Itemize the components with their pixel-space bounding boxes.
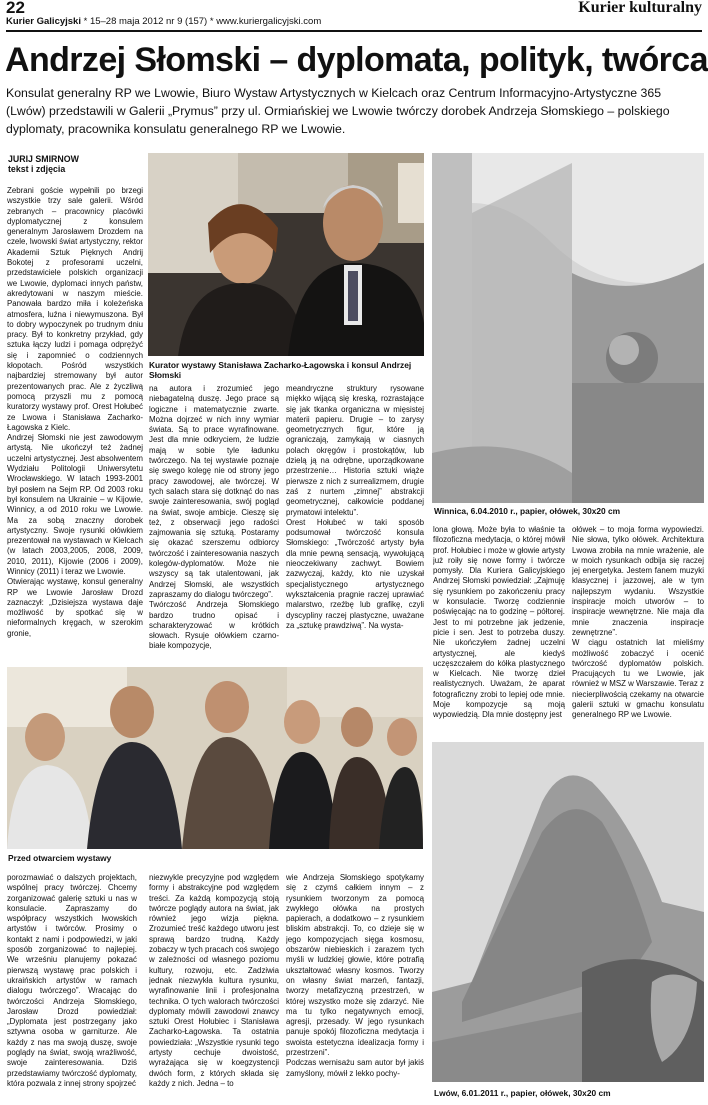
artwork-caption-winnica: Winnica, 6.04.2010 r., papier, ołówek, 30x20 cm bbox=[434, 506, 621, 516]
header-rule bbox=[6, 30, 702, 32]
photo-curator-and-consul bbox=[148, 153, 424, 356]
article-lead: Konsulat generalny RP we Lwowie, Biuro Wystaw Artystycznych w Kielcach oraz Centrum Informacyjno-Artystyczne 365 (Lwów) przedstawili w Galerii „Prymus” przy ul. Ormiańskiej we Lwowie twórczy dorobek Andrzeja Słomskiego – polskiego dyplomaty, pracownika konsulatu generalnego RP we Lwowie. bbox=[6, 86, 670, 136]
photo-caption-2: Przed otwarciem wystawy bbox=[8, 853, 112, 863]
column-2-bottom: niezwykle precyzyjne pod względem formy i abstrakcyjne pod względem treści. Za każdą kompozycją stoją twórcze poglądy autora na świat, jak również jego wizja piękna. Zrozumieć treść każdego utworu jest sprawą bardzo trudną. Każdy zobaczy w tych pracach coś swojego w zależności od własnego poziomu kultury, rozwoju, etc. Zadziwia jednak niezwykła kultura rysunku, wyrafinowanie linii i profesjonalna technika. O tych walorach twórczości dyplomaty mówili zawodowi znawcy sztuki Orest Hołubiec i Stanisława Zacharko-Łagowska. Ta ostatnia powiedziała: „Wszystkie rysunki tego artysty cechuje dwoistość, wyrażająca się w koegzystencji dwóch form, z których składa się każdy z nich. Jedna – to bbox=[149, 873, 279, 1088]
artwork-caption-lwow: Lwów, 6.01.2011 r., papier, ołówek, 30x20 cm bbox=[434, 1088, 611, 1098]
page-number: 22 bbox=[6, 0, 25, 17]
column-4-middle: lona głową. Może była to właśnie ta filozoficzna medytacja, o której mówił prof. Hołubiec i może w głowie artysty już roiły się nowe formy i twórcze pomysły. Dla Kuriera Galicyjskiego Andrzej Słomski powiedział: „Zajmuję się rysunkiem po zakończeniu pracy w konsulacie. Tworzę codziennie poświęcając na to godzinę – półtorej. Jest to mi potrzebne jak jedzenie, picie i sen. Jest to potrzeba duszy. Nie ukończyłem żadnej uczelni artystycznej, ale kiedyś uczęszczałem do kółka plastycznego w Kielcach. Nie tworzę dzieł realistycznych. Uważam, że aparat fotograficzny zrobi to lepiej ode mnie. Moje kompozycje są moją wypowiedzią. Dla mnie dostępny jest bbox=[433, 525, 565, 720]
masthead: Kurier Galicyjski bbox=[6, 16, 81, 27]
column-3-bottom: wie Andrzeja Słomskiego spotykamy się z czymś całkiem innym – z rysunkiem tworzonym za pomocą zwykłego ołówka na prostych papierach, a dodatkowo – z rysunkiem bliskim abstrakcji. To, co dzieje się w jego kompozycjach sięga kosmosu, obszarów niebieskich i zarazem tych myśli w ludzkiej głowie, które potrafią ukształtować własny kosmos. Tworzy on własny świat marzeń, fantazji, tworzy metafizyczną przestrzeń, w której wszystko może się zdarzyć. Nie ma tu tylko negatywnych emocji, agresji, przesady. W jego rysunkach panuje spokój filozoficzna medytacja i swoista estetyczna idealizacja formy i przestrzeni”. Podczas wernisażu sam autor był jakiś zamyślony, mówił z lekko pochy- bbox=[286, 873, 424, 1078]
column-1-bottom: porozmawiać o dalszych projektach, wspólnej pracy twórczej. Chcemy zorganizować galerię sztuki u nas w konsulacie. Zapraszamy do współpracy wszystkich lwowskich artystów i twórców. Prosimy o kontakt z nami i podpowiedzi, w jaki sposób zorganizować to najlepiej. We wrześniu planujemy pokazać pierwszą wystawę prac polskich i ukraińskich artystów w ramach dialogu twórczego”. Wracając do twórczości Andrzeja Słomskiego, Jarosław Drozd powiedział: „Dyplomata jest postrzegany jako sztywna osoba w garniturze. Ale każdy z nas ma swoją duszę, swoje poglądy na świat, swoją wrażliwość, swoje zainteresowania. Dziś przedstawiamy twórczość dyplomaty, która pozwala z innej strony spojrzeć bbox=[7, 873, 137, 1088]
site-url[interactable]: www.kuriergalicyjski.com bbox=[216, 16, 322, 27]
section-title: Kurier kulturalny bbox=[578, 0, 702, 16]
issue-info: * 15–28 maja 2012 nr 9 (157) * bbox=[80, 16, 217, 27]
artwork-winnica bbox=[432, 153, 704, 503]
issue-line bbox=[6, 16, 321, 27]
column-5-middle: ołówek – to moja forma wypowiedzi. Nie słowa, tylko ołówek. Architektura Lwowa zrobiła na mnie wrażenie, ale w moich rysunkach odbija się raczej jej energetyka. Jestem fanem muzyki klasycznej i jazzowej, ale w tym najlepszym wydaniu. Wszystkie inspiracje moich utworów – to inspiracje wewnętrzne. Nie maja dla mnie znaczenia inspiracje zewnętrzne”. W ciągu ostatnich lat mieliśmy możliwość zobaczyć i ocenić twórczość dyplomatów polskich. Pracujących tu we Lwowie, jak również w MSZ w Warszawie. Teraz z niecierpliwością czekamy na otwarcie galerii sztuki w gmachu konsulatu generalnego RP we Lwowie. bbox=[572, 525, 704, 720]
photo-caption-1: Kurator wystawy Stanisława Zacharko-Łagowska i konsul Andrzej Słomski bbox=[149, 360, 412, 380]
author-role: tekst i zdjęcia bbox=[8, 164, 66, 174]
column-2-top: na autora i zrozumieć jego niebagatelną duszę. Jego prace są logiczne i matematycznie zwarte. Można dojrzeć w nich inny wymiar świata. Są to prace wyrafinowane. Jest dla mnie odkryciem, że ludzie mają w sobie tyle ładunku twórczego. Na tej wystawie poznaje się swego kolegę nie od strony jego pracy zawodowej, ale twórczej. W tych salach stara się dotknąć do nas swoje zainteresowania, swój pogląd na świat, swoje ambicje. Cieszę się też, z obserwacji jego radości zajmowania się sztuką. Postaramy się okazać szerszemu odbiorcy twórczość i zainteresowania naszych kolegów-dyplomatów. Może nie wszyscy są tak utalentowani, jak Andrzej Słomski, ale wszystkich zapraszamy do dialogu twórczego”. Twórczość Andrzeja Słomskiego bardzo trudno opisać i scharakteryzować w krótkich słowach. Rysuje ołówkiem czarno-białe kompozycje, bbox=[149, 384, 279, 651]
author-name: JURIJ SMIRNOW bbox=[8, 154, 79, 164]
article-title: Andrzej Słomski – dyplomata, polityk, twórca bbox=[5, 41, 708, 79]
column-1-top: Zebrani goście wypełnili po brzegi wszystkie trzy sale galerii. Wśród zebranych – pracownicy placówki dyplomatycznej z konsulem generalnym Jarosławem Drozdem na czele, lwowski świat artystyczny, rektor Akademii Sztuk Pięknych Andrij Bokotej z profesorami uczelni, przedstawiciele polskich organizacji we Lwowie, dyplomaci innych państw, akredytowani w naszym mieście. Panowała bardzo miła i koleżeńska atmosfera, luźna i niewymuszona. Był to dobry wypoczynek po trudnym dniu pracy. Był to konkretny przykład, gdy sztuka łączy ludzi i pomaga odprężyć się i zapomnieć o codziennych kłopotach. Pośród wszystkich najbardziej stremowany był autor prezentowanych prac. Ale z życzliwą pomocą przyszli mu z pomocą kuratorzy wystawy prof. Orest Hołubeć ze Lwowa i Stanisława Zacharko-Łagowska z Kielc. Andrzej Słomski nie jest zawodowym artystą. Nie ukończył też żadnej uczelni artystycznej. Jest absolwentem Wydziału Politologii Uniwersytetu Wrocławskiego. W latach 1993-2001 był posłem na Sejm RP. Od 2003 roku był konsulem na Ukrainie – w Kijowie, Winnicy, a od 2010 roku we Lwowie. Ma za sobą znaczny dorobek artystyczny. Swoje rysunki ołówkiem prezentował na wystawach w Kielcach (w latach 2003,2005, 2008, 2009, 2010, 2011), Kijowie (2006 i 2009), Winnicy (2011) i teraz we Lwowie. Otwierając wystawę, konsul generalny RP we Lwowie Jarosław Drozd zaznaczył: „Dzisiejsza wystawa daje możliwość by spotkać się w nieformalnych kręgach, w szerokim gronie, bbox=[7, 186, 143, 638]
artwork-lwow bbox=[432, 742, 704, 1082]
column-3-top: meandryczne struktury rysowane miękko wijącą się kreską, rozrastające się jak tkanka organiczna w mięsistej materii papieru. Drugie – to zarysy geometrycznych figur, które ją ograniczają, zamykają w ciasnych polach okręgów i prostokątów, lub dzielą ją na odrębne, uporządkowane przestrzenie… Historia sztuki wiąże pierwsze z nich z surrealizmem, drugie zaś z nurtem „zimnej” abstrakcji geometrycznej, całkowicie poddanej prymatowi intelektu”. Orest Hołubeć w taki sposób podsumował twórczość konsula Słomskiego: „Twórczość artysty była dla mnie pewną sensacją, wywołującą nieoczekiwany zachwyt. Bowiem zazwyczaj, każdy, kto nie uzyskał specjalistycznego artystycznego wykształcenia pragnie raczej uprawiać malarstwo, rzeźbę lub grafikę, czyli dyscypliny raczej plastyczne, uważane za „sztukę prawdziwą”. Na wysta- bbox=[286, 384, 424, 630]
photo-before-opening bbox=[7, 667, 423, 849]
